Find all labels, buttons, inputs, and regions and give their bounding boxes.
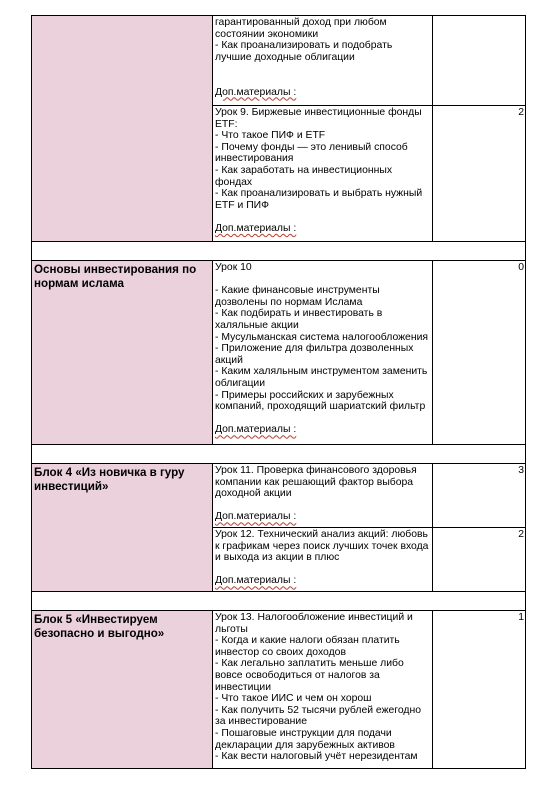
separator-cell	[32, 592, 526, 611]
extra-materials-label: Доп.материалы :	[215, 222, 297, 234]
lesson-line: - Как легально заплатить меньше либо вовсе освободиться от налогов за инвестиции	[215, 658, 404, 693]
separator-cell	[32, 445, 526, 464]
lesson-line: - Пошаговые инструкции для подачи декларации для зарубежных активов	[215, 727, 395, 751]
lesson-line: Урок 10	[215, 262, 252, 273]
lesson-line: - Почему фонды — это ленивый способ инвестирования	[215, 141, 408, 165]
lesson-line: - Как проанализировать и подобрать лучшие доходные облигации	[215, 40, 393, 63]
lesson-content-cell	[213, 611, 433, 769]
lesson-content-cell	[213, 16, 433, 106]
curriculum-body	[32, 16, 526, 769]
section-title-cell: Блок 4 «Из новичка в гуру инвестиций»	[32, 464, 213, 592]
section-title-cell: Основы инвестирования по нормам ислама	[32, 261, 213, 445]
lesson-line: - Что такое ПИФ и ETF	[215, 130, 326, 142]
blank-line	[215, 413, 430, 425]
lesson-line: - Как подбирать и инвестировать в халяльные акции	[215, 308, 383, 331]
lesson-row	[32, 16, 526, 106]
blank-line	[215, 63, 430, 75]
lesson-line: - Как проанализировать и выбрать нужный ETF и ПИФ	[215, 188, 423, 211]
extra-materials-label: Доп.материалы :	[215, 424, 297, 436]
lesson-content-cell	[213, 106, 433, 242]
blank-line	[215, 75, 430, 87]
extra-materials-label: Доп.материалы :	[215, 575, 297, 587]
lesson-line: Урок 11. Проверка финансового здоровья компании как решающий фактор выбора доходной акции	[215, 465, 417, 500]
count-cell: 1	[433, 611, 526, 769]
lesson-line: - Что такое ИИС и чем он хорош	[215, 693, 372, 705]
count-cell: 0	[433, 261, 526, 445]
lesson-line: - Каким халяльным инструментом заменить облигации	[215, 366, 428, 389]
lesson-content-cell	[213, 261, 433, 445]
lesson-content-cell	[213, 464, 433, 528]
lesson-row	[32, 261, 526, 445]
lesson-line: - Мусульманская система налогообложения	[215, 331, 429, 343]
blank-line	[215, 274, 430, 286]
curriculum-table	[31, 15, 526, 769]
lesson-line: Урок 12. Технический анализ акций: любовь к графикам через поиск лучших точек входа и выхода из акции в плюс	[215, 529, 429, 564]
blank-line	[215, 564, 430, 576]
section-title-cell: Блок 5 «Инвестируем безопасно и выгодно»	[32, 611, 213, 769]
lesson-row	[32, 464, 526, 528]
extra-materials-label: Доп.материалы :	[215, 511, 297, 523]
separator-row	[32, 242, 526, 261]
count-cell	[433, 16, 526, 106]
count-cell: 2	[433, 106, 526, 242]
lesson-line: - Какие финансовые инструменты дозволены по нормам Ислама	[215, 285, 380, 308]
lesson-content-cell	[213, 528, 433, 592]
separator-cell	[32, 242, 526, 261]
separator-row	[32, 445, 526, 464]
lesson-line: - Как получить 52 тысячи рублей ежегодно за инвестирование	[215, 704, 421, 728]
lesson-row	[32, 611, 526, 769]
lesson-line: гарантированный доход при любом состоянии экономики	[215, 17, 387, 40]
lesson-line: - Как заработать на инвестиционных фондах	[215, 164, 393, 188]
lesson-line: - Когда и какие налоги обязан платить инвестор со своих доходов	[215, 635, 400, 658]
count-cell: 3	[433, 464, 526, 528]
count-cell: 2	[433, 528, 526, 592]
lesson-line: - Приложение для фильтра дозволенных акций	[215, 343, 414, 366]
lesson-line: - Примеры российских и зарубежных компаний, проходящий шариатский фильтр	[215, 389, 426, 413]
lesson-line: Урок 9. Биржевые инвестиционные фонды ETF:	[215, 107, 422, 130]
lesson-line: Урок 13. Налогообложение инвестиций и льготы	[215, 612, 413, 635]
lesson-line: - Как вести налоговый учёт нерезидентам	[215, 751, 418, 763]
section-title-cell	[32, 16, 213, 242]
extra-materials-label: Доп.материалы :	[215, 86, 297, 98]
separator-row	[32, 592, 526, 611]
blank-line	[215, 500, 430, 512]
blank-line	[215, 211, 430, 223]
